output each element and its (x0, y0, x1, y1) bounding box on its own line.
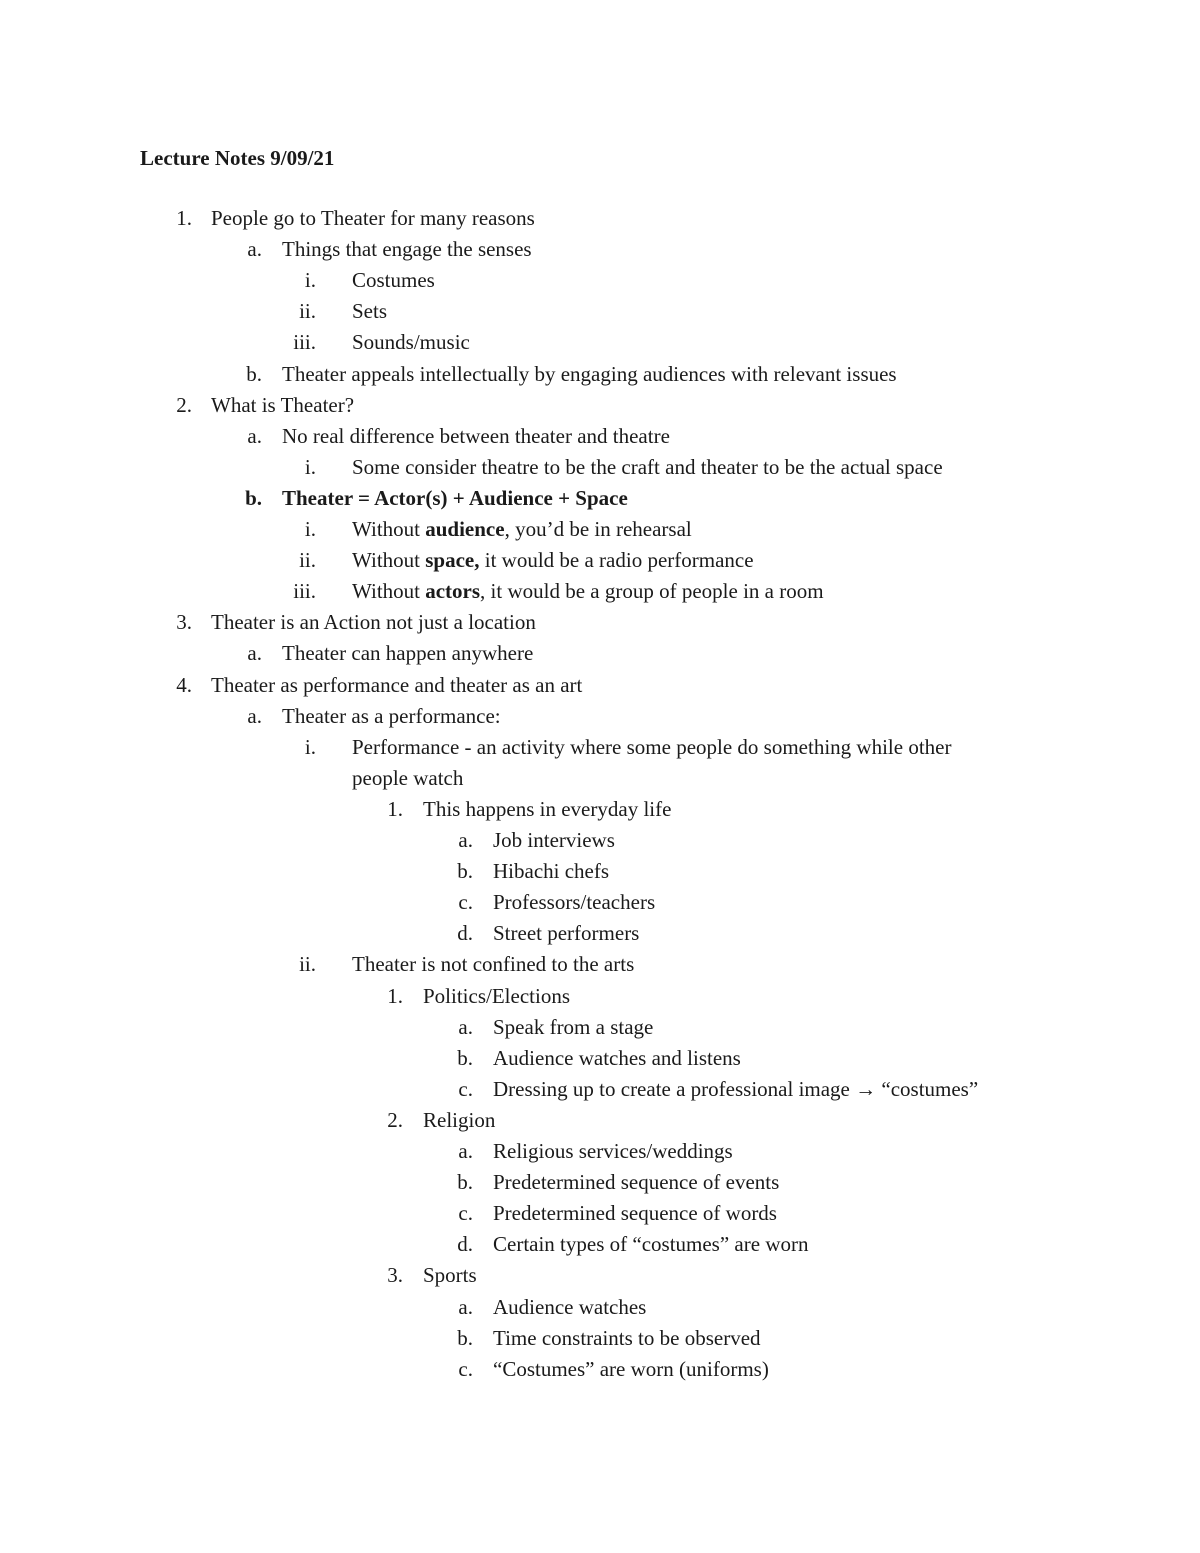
text-run: Certain types of “costumes” are worn (493, 1232, 809, 1257)
list-item-text (493, 1229, 808, 1260)
list-marker: b. (457, 1170, 473, 1195)
text-run: Religion (423, 1107, 496, 1132)
list-item-text (352, 545, 754, 576)
text-run: Hibachi chefs (493, 859, 610, 884)
list-marker: b. (457, 1325, 473, 1350)
list-marker: c. (458, 1201, 473, 1226)
outline-item-level-3 (0, 732, 1200, 763)
text-run: What is Theater? (211, 392, 355, 417)
text-run: Theater is not confined to the arts (352, 952, 635, 977)
list-marker: 1. (387, 796, 403, 821)
list-item-text (282, 483, 628, 514)
list-marker: b. (246, 361, 262, 386)
outline-item-level-2 (0, 234, 1200, 265)
list-item-text (423, 981, 570, 1012)
outline-item-level-3 (0, 265, 1200, 296)
outline-item-level-4 (0, 794, 1200, 825)
list-item-text (493, 1354, 769, 1385)
list-marker: 2. (387, 1107, 403, 1132)
list-item-text (493, 856, 609, 887)
bold-term: Theater = Actor(s) + Audience + Space (282, 485, 628, 510)
list-item-text (352, 763, 463, 794)
outline-item-level-3 (0, 514, 1200, 545)
list-marker: 2. (176, 392, 192, 417)
text-run: , it would be a group of people in a room (480, 579, 824, 604)
list-item-text (282, 359, 897, 390)
list-marker: d. (457, 1232, 473, 1257)
list-item-text (211, 607, 536, 638)
list-marker: iii. (293, 579, 316, 604)
list-marker: a. (247, 703, 262, 728)
list-marker: c. (458, 1076, 473, 1101)
outline-item-level-5 (0, 887, 1200, 918)
list-marker: 1. (387, 983, 403, 1008)
list-marker: d. (457, 921, 473, 946)
text-run: Time constraints to be observed (493, 1325, 761, 1350)
list-item-text (423, 1260, 477, 1291)
outline-item-level-5 (0, 1292, 1200, 1323)
list-item-text (352, 452, 943, 483)
text-run: Audience watches and listens (493, 1045, 741, 1070)
list-marker: a. (247, 423, 262, 448)
text-run: Costumes (352, 268, 435, 293)
list-item-text (493, 1136, 733, 1167)
text-run: People go to Theater for many reasons (211, 206, 535, 230)
text-run: Predetermined sequence of words (493, 1201, 777, 1226)
list-item-text (211, 390, 354, 421)
text-run: Without (352, 517, 426, 541)
list-item-text (282, 638, 533, 669)
text-run: Religious services/weddings (493, 1139, 733, 1163)
outline-item-level-3 (0, 452, 1200, 483)
list-marker: a. (247, 641, 262, 666)
list-item-text (493, 1074, 978, 1105)
list-item-text (423, 794, 671, 825)
text-run: Without (352, 548, 426, 573)
list-marker: ii. (299, 548, 316, 573)
outline-item-level-5 (0, 1323, 1200, 1354)
list-marker: a. (458, 1014, 473, 1039)
outline-item-level-5 (0, 825, 1200, 856)
text-run: Theater can happen anywhere (282, 641, 534, 666)
list-item-text (493, 1292, 646, 1323)
text-run: Sets (352, 299, 388, 324)
list-marker: ii. (299, 952, 316, 977)
text-run: No real difference between theater and theatre (282, 423, 670, 448)
text-run: Sports (423, 1263, 477, 1288)
list-marker: b. (245, 485, 262, 510)
list-marker: 4. (176, 672, 192, 697)
text-run: Some consider theatre to be the craft and theater to be the actual space (352, 454, 943, 479)
outline-item-level-3 (0, 545, 1200, 576)
outline-item-level-4 (0, 1260, 1200, 1291)
outline-item-level-3 (0, 763, 1200, 794)
list-marker: i. (304, 268, 316, 293)
list-marker: i. (304, 734, 316, 759)
outline-item-level-5 (0, 1229, 1200, 1260)
list-item-text (352, 265, 435, 296)
list-marker: b. (457, 859, 473, 884)
list-marker: a. (458, 828, 473, 852)
list-item-text (282, 421, 670, 452)
list-item-text (282, 234, 532, 265)
outline-item-level-5 (0, 1136, 1200, 1167)
list-item-text (493, 825, 615, 856)
text-run: Performance - an activity where some people do something while other (352, 734, 952, 759)
outline-item-level-5 (0, 1074, 1200, 1105)
bold-term: actors (425, 579, 481, 604)
outline-item-level-5 (0, 856, 1200, 887)
list-marker: i. (304, 454, 316, 479)
text-run: Professors/teachers (493, 890, 656, 915)
text-run: Sounds/music (352, 330, 470, 355)
outline-item-level-5 (0, 1043, 1200, 1074)
text-run: Theater as a performance: (282, 703, 501, 728)
outline-item-level-4 (0, 981, 1200, 1012)
list-item-text (352, 296, 387, 327)
list-item-text (493, 1198, 777, 1229)
list-item-text (352, 576, 824, 607)
list-item-text (211, 670, 582, 701)
list-item-text (493, 918, 639, 949)
text-run: “Costumes” are worn (uniforms) (493, 1356, 769, 1381)
list-item-text (352, 327, 470, 358)
list-item-text (493, 1323, 761, 1354)
text-run: , you’d be in rehearsal (504, 517, 692, 541)
text-run: Theater as performance and theater as an art (211, 672, 583, 697)
text-run: Without (352, 579, 426, 604)
outline-item-level-3 (0, 327, 1200, 358)
outline-item-level-5 (0, 1167, 1200, 1198)
document-title: Lecture Notes 9/09/21 (140, 146, 335, 170)
list-marker: a. (458, 1139, 473, 1163)
list-item-text (493, 1012, 653, 1043)
list-item-text (352, 732, 951, 763)
list-marker: c. (458, 1356, 473, 1381)
outline-item-level-2 (0, 421, 1200, 452)
outline-item-level-5 (0, 1354, 1200, 1385)
outline-item-level-1 (0, 607, 1200, 638)
text-run: it would be a radio performance (479, 548, 754, 573)
list-item-text (211, 203, 535, 234)
outline-item-level-2 (0, 483, 1200, 514)
list-item-text (493, 1043, 741, 1074)
list-item-text (493, 1167, 779, 1198)
list-marker: a. (247, 237, 262, 262)
outline-item-level-4 (0, 1105, 1200, 1136)
list-item-text (352, 514, 692, 545)
text-run: Things that engage the senses (282, 237, 532, 262)
text-run: Speak from a stage (493, 1014, 654, 1039)
list-item-text (493, 887, 655, 918)
outline-item-level-5 (0, 918, 1200, 949)
outline-item-level-2 (0, 359, 1200, 390)
text-run: Audience watches (493, 1294, 647, 1319)
text-run: Theater appeals intellectually by engaging audiences with relevant issues (282, 361, 897, 386)
outline-item-level-3 (0, 949, 1200, 980)
text-run: people watch (352, 765, 464, 790)
text-run: Street performers (493, 921, 640, 946)
text-run: This happens in everyday life (423, 796, 672, 821)
list-marker: 1. (176, 206, 192, 230)
outline-item-level-3 (0, 576, 1200, 607)
outline-item-level-3 (0, 296, 1200, 327)
bold-term: audience (425, 517, 505, 541)
list-marker: 3. (387, 1263, 403, 1288)
text-run: Dressing up to create a professional image → “costumes” (493, 1076, 979, 1101)
list-item-text (423, 1105, 495, 1136)
bold-term: space, (425, 548, 480, 573)
list-marker: ii. (299, 299, 316, 324)
outline-item-level-1 (0, 203, 1200, 234)
list-marker: 3. (176, 610, 192, 635)
text-run: Job interviews (493, 828, 615, 852)
list-marker: i. (304, 517, 316, 541)
list-item-text (352, 949, 634, 980)
outline-item-level-5 (0, 1012, 1200, 1043)
outline-item-level-5 (0, 1198, 1200, 1229)
list-marker: iii. (293, 330, 316, 355)
outline-item-level-2 (0, 701, 1200, 732)
list-marker: c. (458, 890, 473, 915)
outline-item-level-1 (0, 390, 1200, 421)
outline-item-level-1 (0, 670, 1200, 701)
list-item-text (282, 701, 501, 732)
list-marker: a. (458, 1294, 473, 1319)
text-run: Predetermined sequence of events (493, 1170, 780, 1195)
text-run: Politics/Elections (423, 983, 570, 1008)
outline-item-level-2 (0, 638, 1200, 669)
list-marker: b. (457, 1045, 473, 1070)
text-run: Theater is an Action not just a location (211, 610, 536, 635)
